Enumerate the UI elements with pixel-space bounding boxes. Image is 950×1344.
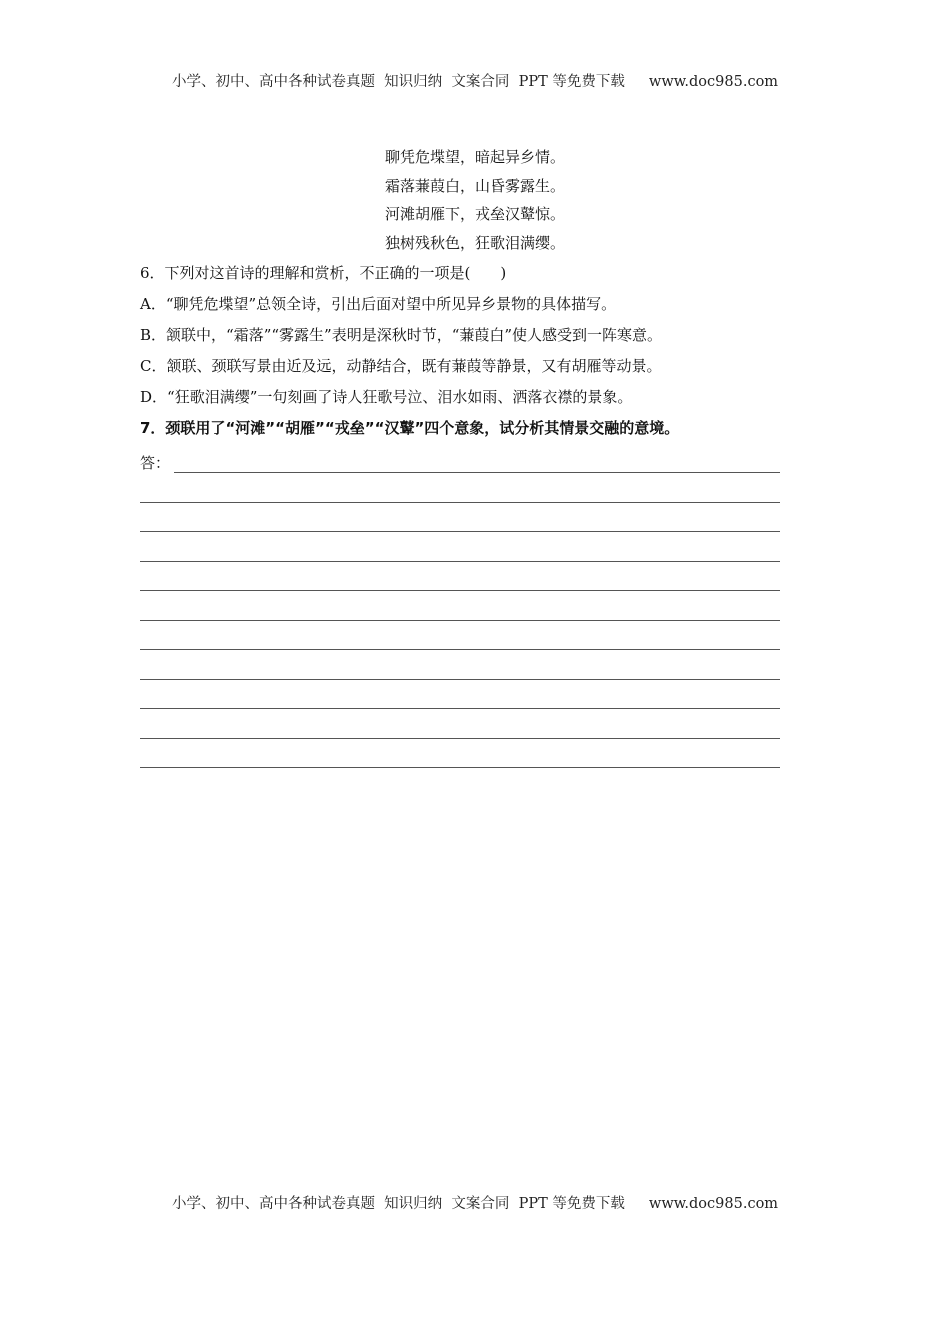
poem-line-3: 河滩胡雁下，戎垒汉鼙惊。 xyxy=(384,205,565,223)
question-6-stem: 6．下列对这首诗的理解和赏析，不正确的一项是( ) xyxy=(140,264,507,282)
header-text: 小学、初中、高中各种试卷真题 知识归纳 文案合同 PPT 等免费下载 xyxy=(171,74,625,90)
option-a[interactable]: A．“聊凭危堞望”总领全诗，引出后面对望中所见异乡景物的具体描写。 xyxy=(140,295,617,313)
answer-blank-line[interactable] xyxy=(140,503,780,533)
page-header xyxy=(0,70,950,91)
questions xyxy=(140,258,780,768)
answer-blank-line[interactable] xyxy=(140,739,780,769)
question-7-stem: 7．颈联用了“河滩”“胡雁”“戎垒”“汉鼙”四个意象，试分析其情景交融的意境。 xyxy=(140,419,680,437)
answer-first-line[interactable] xyxy=(140,444,780,473)
poem-line-4: 独树残秋色，狂歌泪满缨。 xyxy=(384,233,565,252)
answer-blank-line[interactable] xyxy=(140,621,780,651)
poem-line-2: 霜落蒹葭白，山昏雾露生。 xyxy=(384,176,565,195)
answer-blank-line[interactable] xyxy=(140,709,780,739)
answer-blank-line[interactable] xyxy=(140,562,780,592)
footer-text: 小学、初中、高中各种试卷真题 知识归纳 文案合同 PPT 等免费下载 xyxy=(171,1196,625,1212)
answer-blank-line[interactable] xyxy=(140,591,780,621)
option-b[interactable]: B．颔联中，“霜落”“雾露生”表明是深秋时节，“蒹葭白”使人感受到一阵寒意。 xyxy=(140,326,663,344)
option-c[interactable]: C．颔联、颈联写景由近及远，动静结合，既有蒹葭等静景，又有胡雁等动景。 xyxy=(140,357,662,375)
option-d[interactable]: D．“狂歌泪满缨”一句刻画了诗人狂歌号泣、泪水如雨、洒落衣襟的景象。 xyxy=(140,388,633,406)
answer-blank-line[interactable] xyxy=(140,680,780,710)
footer-url[interactable]: www.doc985.com xyxy=(648,1196,779,1212)
page-footer xyxy=(0,1192,950,1213)
poem xyxy=(0,143,950,257)
answer-rule[interactable] xyxy=(174,471,780,473)
answer-blank-line[interactable] xyxy=(140,473,780,503)
answer-label: 答： xyxy=(140,454,171,472)
poem-line-1: 聊凭危堞望，暗起异乡情。 xyxy=(384,148,565,166)
answer-blank-line[interactable] xyxy=(140,650,780,680)
answer-blank-line[interactable] xyxy=(140,532,780,562)
header-url[interactable]: www.doc985.com xyxy=(648,74,779,90)
